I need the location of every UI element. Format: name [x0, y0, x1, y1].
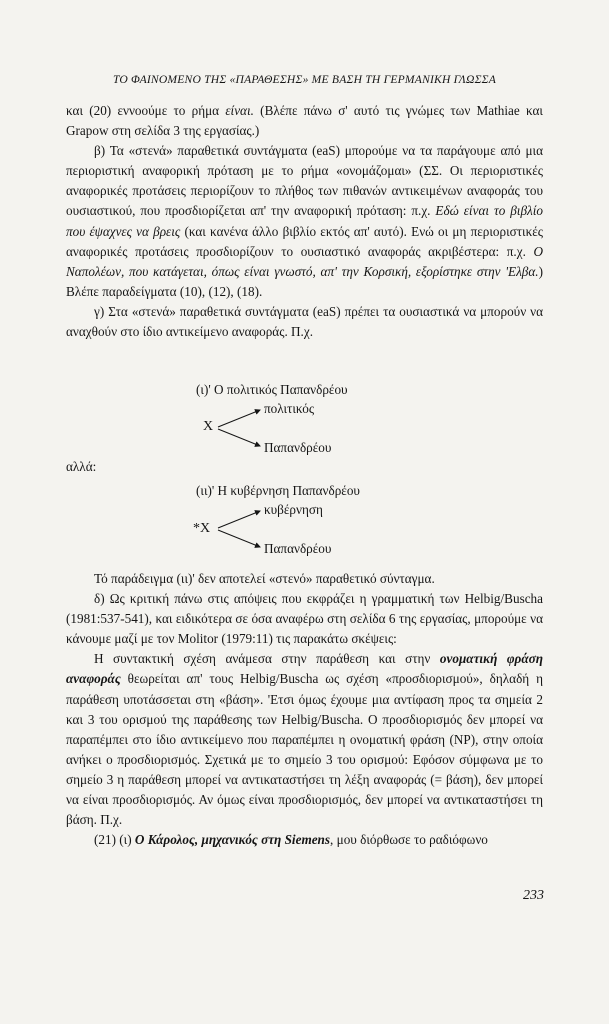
paragraph-5: δ) Ως κριτική πάνω στις απόψεις που εκφράζει η γραμματική των Helbig/Buscha (1981:537-541), και ειδικότερα σε όσα αναφέρω στη σελίδα 6 της εργασίας, μπορούμε να κάνουμε μαζί με τον Molitor (1979:11) τις παρακάτω σκέψεις:: [66, 591, 543, 647]
diagram-2-bottom-node: Παπανδρέου: [264, 541, 332, 556]
paragraph-4: Τό παράδειγμα (ιι)' δεν αποτελεί «στενό» παραθετικό σύνταγμα.: [94, 571, 435, 586]
diagram-2-label: (ιι)' Η κυβέρνηση Παπανδρέου: [196, 483, 360, 498]
diagram-2-top-node: κυβέρνηση: [264, 502, 323, 517]
paragraph-3: γ) Στα «στενά» παραθετικά συντάγματα (eaS) πρέπει τα ουσιαστικά να μπορούν να αναχθούν στο ίδιο αντικείμενο αναφοράς. Π.χ.: [66, 303, 543, 340]
diagram-1-label: (ι)' Ο πολιτικός Παπανδρέου: [196, 382, 348, 397]
paragraph-6: Η συντακτική σχέση ανάμεσα στην παράθεση και στην ονοματική φράση αναφοράς θεωρείται απ' τους Helbig/Buscha ως σχέση «προσδιορισμού», δηλαδή η παράθεση υποτάσσεται στη «βάση». 'Ετσι όμως έχουμε μια αντίφαση προς τα σημεία 2 και 3 του ορισμού της παράθεσης των Helbig/Buscha. Ο προσδιορισμός δεν μπορεί να παραπέμπει στο ίδιο αντικείμενο που παραπέμπει η ονοματική φράση (NP), στην οποία ανήκει ο προσδιορισμός. Σχετικά με το σημείο 3 του ορισμού: Εφόσον σύμφωνα με το σημείο 3 η παράθεση μπορεί να αντικαταστήσει τη λέξη αναφοράς (= βάση), δεν μπορεί να είναι προσδιορισμός. Αν όμως είναι προσδιορισμός, δεν μπορεί να αντικαταστήσει τη βάση. Π.χ.: [66, 651, 543, 828]
diagram-2-root: *X: [193, 521, 211, 536]
diagram-1-root: X: [203, 419, 214, 434]
running-header: ΤΟ ΦΑΙΝΟΜΕΝΟ ΤΗΣ «ΠΑΡΑΘΕΣΗΣ» ΜΕ ΒΑΣΗ ΤΗ ΓΕΡΜΑΝΙΚΗ ΓΛΩΣΣΑ: [112, 73, 497, 86]
paragraph-7: (21) (ι) Ο Κάρολος, μηχανικός στη Siemens, μου διόρθωσε το ραδιόφωνο: [94, 832, 488, 848]
alla-text: αλλά:: [66, 459, 97, 474]
diagram-1-top-node: πολιτικός: [264, 401, 315, 416]
paragraph-2: β) Τα «στενά» παραθετικά συντάγματα (eaS) μπορούμε να τα παράγουμε από μια περιοριστική αναφορική πρόταση με το ρήμα «ονομάζομαι» (ΣΣ. Οι περιοριστικές αναφορικές προτάσεις περιορίζουν το πλήθος των πιθανών αντικειμένων αναφοράς του ουσιαστικού, που προσδιορίζεται απ' την αναφορική πρόταση: π.χ. Εδώ είναι το βιβλίο που έψαχνες να βρεις (και κανένα άλλο βιβλίο εκτός απ' αυτό). Ενώ οι μη περιοριστικές αναφορικές προτάσεις προσδιορίζουν το ουσιαστικό αναφοράς ακριβέστερα: π.χ. Ο Ναπολέων, που κατάγεται, όπως είναι γνωστό, απ' την Κορσική, εξορίστηκε στην 'Ελβα.) Βλέπε παραδείγματα (10), (12), (18).: [66, 143, 543, 299]
paragraph-1: και (20) εννοούμε το ρήμα είναι. (Βλέπε πάνω σ' αυτό τις γνώμες των Mathiae και Grapow στη σελίδα 3 της εργασίας.): [66, 103, 543, 139]
text-block-bottom: [66, 569, 543, 850]
page-number: 233: [523, 888, 544, 903]
diagram-1-bottom-node: Παπανδρέου: [264, 440, 332, 455]
